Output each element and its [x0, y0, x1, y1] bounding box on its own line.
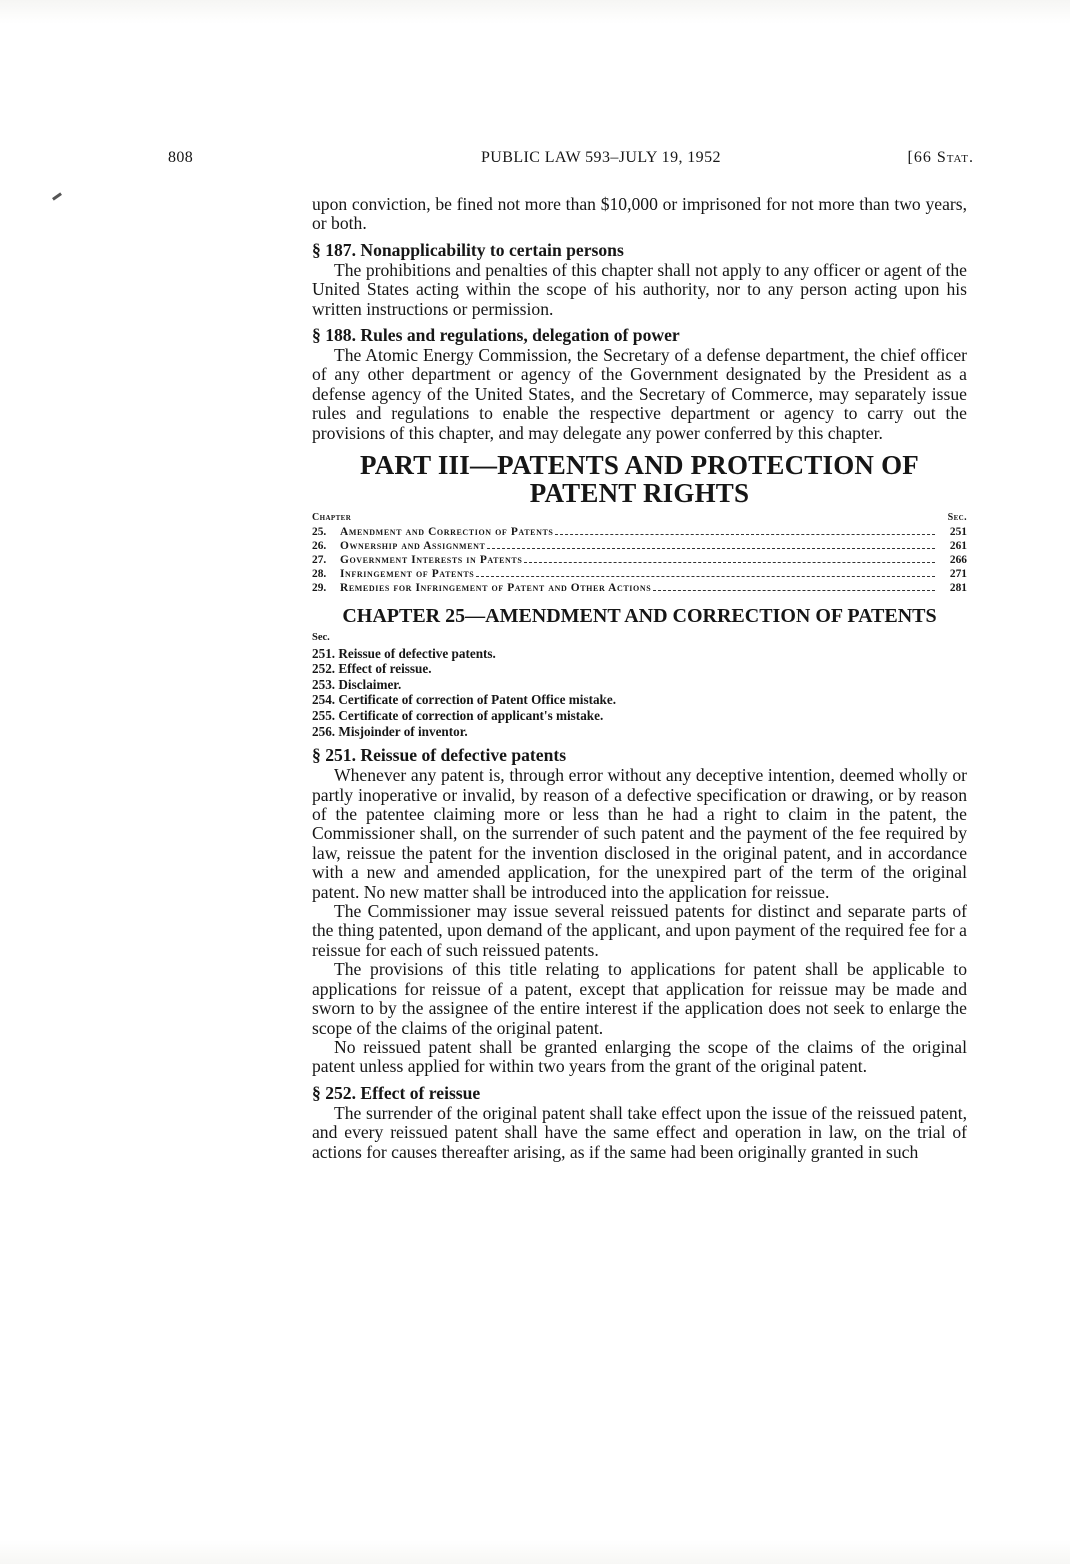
section-252-heading: § 252. Effect of reissue — [312, 1082, 481, 1103]
toc-section-number: 281 — [949, 582, 967, 595]
toc-chapter-number: 28. — [312, 568, 327, 581]
toc-chapter-number: 27. — [312, 554, 327, 567]
toc-row — [312, 553, 967, 567]
toc-chapter-title: Remedies for Infringement of Patent and Other Actions — [340, 582, 652, 595]
chapter-section-list — [312, 630, 967, 739]
toc-row — [312, 525, 967, 539]
toc-chapter-number: 25. — [312, 526, 327, 539]
page-header — [168, 149, 974, 171]
section-list-item: 254. Certificate of correction of Patent Office mistake. — [312, 692, 617, 708]
toc-chapter-title: Infringement of Patents — [340, 568, 475, 581]
toc-leader — [487, 548, 935, 549]
section-list-label: Sec. — [312, 632, 330, 644]
toc-section-number: 271 — [949, 568, 967, 581]
toc-row — [312, 539, 967, 553]
toc-chapter-number: 26. — [312, 540, 327, 553]
toc-header — [312, 511, 967, 525]
margin-mark — [52, 192, 62, 200]
section-list-item: 251. Reissue of defective patents. — [312, 645, 496, 661]
toc-row — [312, 567, 967, 581]
section-list-item: 256. Misjoinder of inventor. — [312, 723, 468, 739]
toc-leader — [476, 576, 935, 577]
part-title: PART III—PATENTS AND PROTECTION OF PATENT RIGHTS — [360, 450, 919, 509]
opening-paragraph: upon conviction, be fined not more than $10,000 or imprisoned for not more than two years, or both. — [312, 194, 967, 234]
section-251-paragraph: Whenever any patent is, through error without any deceptive intention, deemed wholly or partly inoperative or invalid, by reason of a defective specification or drawing, or by reason of the patentee claiming more or less than he had a right to claim in the patent, the Commissioner shall, on the surrender of such patent and the payment of the fee required by law, reissue the patent for the invention disclosed in the original patent, and in accordance with a new and amended application, for the unexpired part of the term of the original patent. No new matter shall be introduced into the application for reissue. — [312, 765, 967, 902]
section-188-text: The Atomic Energy Commission, the Secretary of a defense department, the chief officer of any other department or agency of the Government designated by the President as a defense agency of the United States, and the Secretary of Commerce, may separately issue rules and regulations to enable the respective department or agency to carry out the provisions of this chapter, and may delegate any power conferred by this chapter. — [312, 345, 967, 443]
section-list-item: 255. Certificate of correction of applicant's mistake. — [312, 708, 604, 724]
section-list-item: 253. Disclaimer. — [312, 676, 402, 692]
running-title: PUBLIC LAW 593–JULY 19, 1952 — [481, 149, 721, 166]
section-251-paragraph: The Commissioner may issue several reissued patents for distinct and separate parts of the thing patented, upon demand of the applicant, and upon payment of the required fee for a reissue for each of such reissued patents. — [312, 901, 967, 960]
toc-leader — [555, 534, 935, 535]
toc-leader — [653, 590, 935, 591]
toc-leader — [524, 562, 935, 563]
section-251-paragraph: No reissued patent shall be granted enlarging the scope of the claims of the original patent unless applied for within two years from the grant of the original patent. — [312, 1036, 967, 1077]
toc-chapter-number: 29. — [312, 582, 327, 595]
toc-row — [312, 581, 967, 595]
section-251-heading: § 251. Reissue of defective patents — [312, 745, 567, 766]
section-list-item: 252. Effect of reissue. — [312, 661, 432, 677]
section-187-text: The prohibitions and penalties of this chapter shall not apply to any officer or agent of the United States acting within the scope of his authority, nor to any person acting upon his written instructions or permission. — [312, 259, 967, 319]
statute-reference: [66 Stat. — [907, 149, 974, 166]
toc-chapter-title: Amendment and Correction of Patents — [340, 526, 554, 539]
page-number: 808 — [168, 149, 194, 166]
toc-sec-label: Sec. — [947, 512, 967, 524]
toc-section-number: 251 — [949, 526, 967, 539]
section-252-text: The surrender of the original patent shall take effect upon the issue of the reissued patent, and every reissued patent shall have the same effect and operation in law, on the trial of actions for causes thereafter arising, as if the same had been originally granted in such — [312, 1102, 967, 1162]
part-table-of-contents — [312, 511, 967, 595]
section-251-paragraph: The provisions of this title relating to applications for patent shall be applicable to applications for reissue of a patent, except that application for reissue may be made and sworn to by the assignee of the entire interest if the application does not seek to enlarge the scope of the claims of the original patent. — [312, 959, 967, 1038]
section-187-heading: § 187. Nonapplicability to certain persons — [312, 239, 624, 260]
document-body — [312, 195, 967, 1162]
toc-section-number: 266 — [949, 554, 967, 567]
chapter-title: CHAPTER 25—AMENDMENT AND CORRECTION OF PATENTS — [342, 605, 937, 628]
toc-section-number: 261 — [949, 540, 967, 553]
section-188-heading: § 188. Rules and regulations, delegation of power — [312, 325, 680, 346]
toc-chapter-title: Government Interests in Patents — [340, 554, 523, 567]
toc-chapter-title: Ownership and Assignment — [340, 540, 486, 553]
toc-chapter-label: Chapter — [312, 512, 352, 524]
